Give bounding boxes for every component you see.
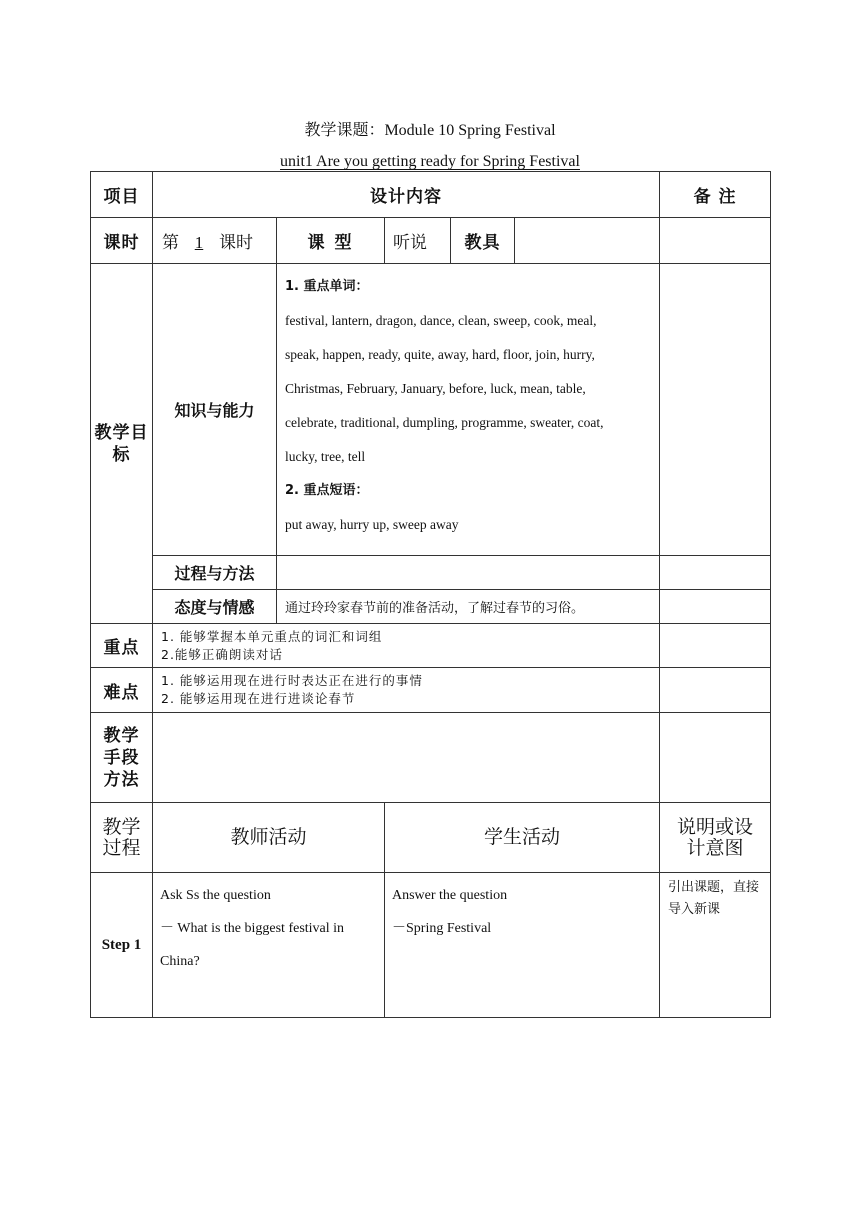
student-activity-header: 学生活动: [385, 803, 660, 873]
knowledge-remark: [660, 264, 771, 556]
header-item: 项目: [91, 172, 153, 218]
words-title: 1. 重点单词：: [285, 279, 369, 294]
type-value: 听说: [385, 218, 451, 264]
teacher-line: － What is the biggest festival in: [160, 921, 345, 936]
teacher-line: China?: [160, 954, 200, 969]
lesson-plan-table: [90, 171, 771, 1018]
words-line: celebrate, traditional, dumpling, programme, sweater, coat,: [285, 415, 604, 430]
words-line: festival, lantern, dragon, dance, clean, sweep, cook, meal,: [285, 313, 597, 328]
methods-value: [153, 713, 660, 803]
step-label: Step 1: [91, 873, 153, 1018]
knowledge-content: [277, 264, 660, 556]
difficulties-label: 难点: [91, 668, 153, 713]
process-label: 过程与方法: [153, 556, 277, 590]
methods-remark: [660, 713, 771, 803]
header-content: 设计内容: [153, 172, 660, 218]
key-point-item: 1. 能够掌握本单元重点的词汇和词组: [161, 628, 383, 644]
lesson-period: [153, 218, 277, 264]
lesson-remark: [660, 218, 771, 264]
unit-title-text: unit1 Are you getting ready for Spring Festival: [280, 153, 580, 170]
type-label: 课 型: [277, 218, 385, 264]
process-remark: [660, 556, 771, 590]
note-header: 说明或设计意图: [660, 803, 771, 873]
aids-value: [515, 218, 660, 264]
knowledge-label: 知识与能力: [153, 264, 277, 556]
methods-label: 教学手段方法: [91, 713, 153, 803]
difficulties-content: [153, 668, 660, 713]
teacher-line: Ask Ss the question: [160, 888, 271, 903]
header-remark: 备 注: [660, 172, 771, 218]
objectives-label: 教学目标: [91, 264, 153, 624]
key-point-item: 2.能够正确朗读对话: [161, 646, 283, 662]
period-suffix: 课时: [219, 233, 253, 253]
unit-title: [0, 153, 860, 171]
words-line: Christmas, February, January, before, luck, mean, table,: [285, 381, 586, 396]
phrases-title: 2. 重点短语：: [285, 483, 369, 498]
period-prefix: 第: [162, 233, 179, 253]
difficulty-item: 2. 能够运用现在进行进谈论春节: [161, 691, 356, 706]
aids-label: 教具: [451, 218, 515, 264]
process-value: [277, 556, 660, 590]
attitude-value: 通过玲玲家春节前的准备活动，了解过春节的习俗。: [277, 590, 660, 624]
student-line: －Spring Festival: [392, 921, 492, 936]
attitude-label: 态度与情感: [153, 590, 277, 624]
period-value: 1: [194, 233, 204, 252]
process-header-label: 教学过程: [91, 803, 153, 873]
difficulty-item: 1. 能够运用现在进行时表达正在进行的事情: [161, 673, 423, 688]
phrases: put away, hurry up, sweep away: [285, 517, 459, 532]
words-line: speak, happen, ready, quite, away, hard, floor, join, hurry,: [285, 347, 595, 362]
key-points-content: [153, 624, 660, 668]
step-teacher-activity: [153, 873, 385, 1018]
lesson-title: 教学课题：Module 10 Spring Festival: [304, 122, 556, 139]
key-points-label: 重点: [91, 624, 153, 668]
step-note: 引出课题，直接导入新课: [660, 873, 771, 1018]
attitude-remark: [660, 590, 771, 624]
key-points-remark: [660, 624, 771, 668]
student-line: Answer the question: [392, 888, 508, 903]
words-line: lucky, tree, tell: [285, 449, 366, 464]
teacher-activity-header: 教师活动: [153, 803, 385, 873]
step-student-activity: [385, 873, 660, 1018]
lesson-label: 课时: [91, 218, 153, 264]
difficulties-remark: [660, 668, 771, 713]
